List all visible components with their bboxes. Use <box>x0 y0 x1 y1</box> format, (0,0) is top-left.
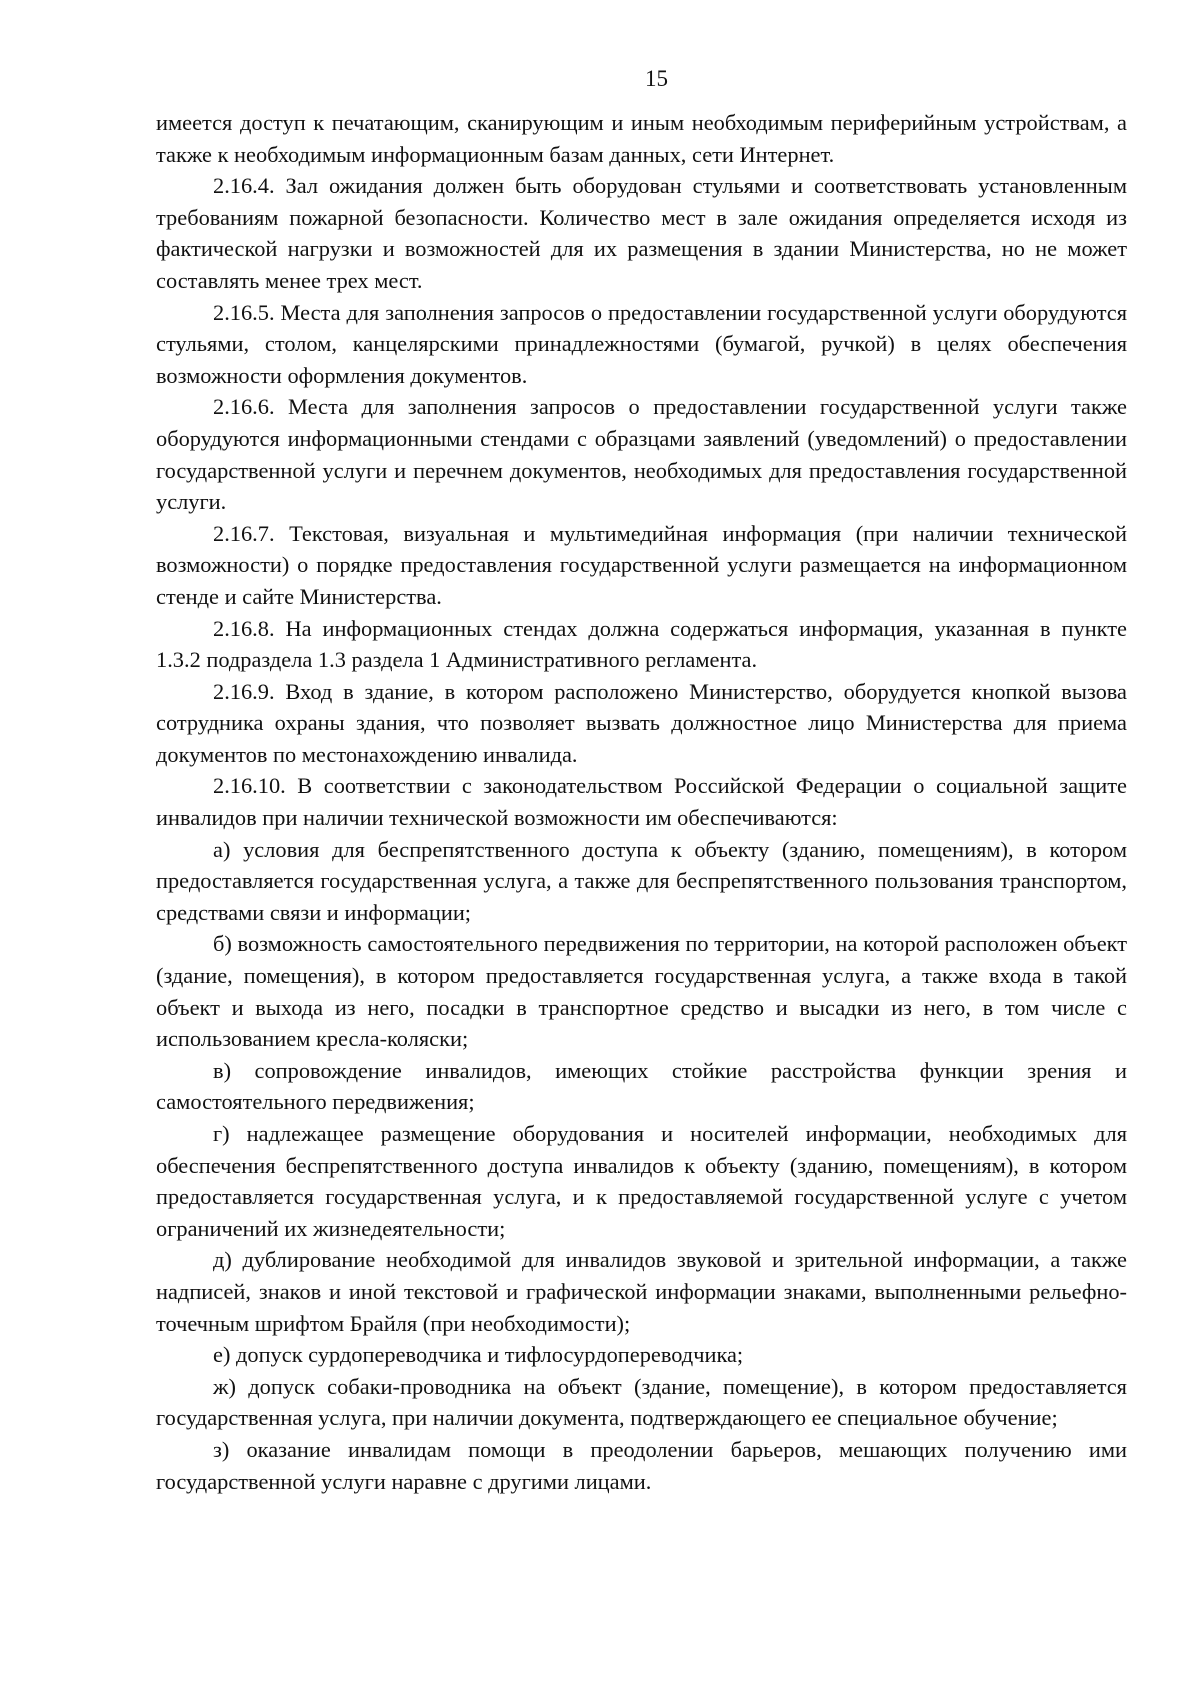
paragraph-2-16-4: 2.16.4. Зал ожидания должен быть оборудован стульями и соответствовать установленным требованиям пожарной безопасности. Количество мест в зале ожидания определяется исходя из фактической нагрузки и возможностей для их размещения в здании Министерства, но не может составлять менее трех мест. <box>156 173 1127 293</box>
list-item-d: д) дублирование необходимой для инвалидов звуковой и зрительной информации, а также надписей, знаков и иной текстовой и графической информации знаками, выполненными рельефно-точечным шрифтом Брайля (при необходимости); <box>156 1247 1127 1336</box>
paragraph-2-16-7: 2.16.7. Текстовая, визуальная и мультимедийная информация (при наличии технической возможности) о порядке предоставления государственной услуги размещается на информационном стенде и сайте Министерства. <box>156 520 1127 609</box>
list-item-v: в) сопровождение инвалидов, имеющих стойкие расстройства функции зрения и самостоятельного передвижения; <box>156 1057 1127 1115</box>
list-item-z: з) оказание инвалидам помощи в преодолении барьеров, мешающих получению ими государственной услуги наравне с другими лицами. <box>156 1436 1127 1494</box>
paragraph-2-16-9: 2.16.9. Вход в здание, в котором расположено Министерство, оборудуется кнопкой вызова сотрудника охраны здания, что позволяет вызвать должностное лицо Министерства для приема документов по местонахождению инвалида. <box>156 678 1127 767</box>
paragraph-continuation: имеется доступ к печатающим, сканирующим и иным необходимым периферийным устройствам, а также к необходимым информационным базам данных, сети Интернет. <box>156 110 1127 167</box>
document-page <box>156 64 1127 1497</box>
paragraph-2-16-5: 2.16.5. Места для заполнения запросов о предоставлении государственной услуги оборудуются стульями, столом, канцелярскими принадлежностями (бумагой, ручкой) в целях обеспечения возможности оформления документов. <box>156 299 1127 388</box>
list-item-e: е) допуск сурдопереводчика и тифлосурдопереводчика; <box>213 1342 744 1368</box>
paragraph-2-16-10: 2.16.10. В соответствии с законодательством Российской Федерации о социальной защите инвалидов при наличии технической возможности им обеспечиваются: <box>156 773 1127 831</box>
paragraph-2-16-8: 2.16.8. На информационных стендах должна содержаться информация, указанная в пункте 1.3.2 подраздела 1.3 раздела 1 Административного регламента. <box>156 615 1127 673</box>
list-item-g: г) надлежащее размещение оборудования и носителей информации, необходимых для обеспечения беспрепятственного доступа инвалидов к объекту (зданию, помещениям), в котором предоставляется государственная услуга, и к предоставляемой государственной услуге с учетом ограничений их жизнедеятельности; <box>156 1121 1127 1241</box>
list-item-b: б) возможность самостоятельного передвижения по территории, на которой расположен объект (здание, помещения), в котором предоставляется государственная услуга, а также входа в такой объект и выхода из него, посадки в транспортное средство и высадки из него, в том числе с использованием кресла-коляски; <box>156 931 1127 1052</box>
paragraph-2-16-6: 2.16.6. Места для заполнения запросов о предоставлении государственной услуги также оборудуются информационными стендами с образцами заявлений (уведомлений) о предоставлении государственной услуги и перечнем документов, необходимых для предоставления государственной услуги. <box>156 394 1127 515</box>
page-number: 15 <box>645 66 668 91</box>
list-item-zh: ж) допуск собаки-проводника на объект (здание, помещение), в котором предоставляется государственная услуга, при наличии документа, подтверждающего ее специальное обучение; <box>156 1373 1127 1431</box>
list-item-a: а) условия для беспрепятственного доступа к объекту (зданию, помещениям), в котором предоставляется государственная услуга, а также для беспрепятственного пользования транспортом, средствами связи и информации; <box>156 836 1127 925</box>
